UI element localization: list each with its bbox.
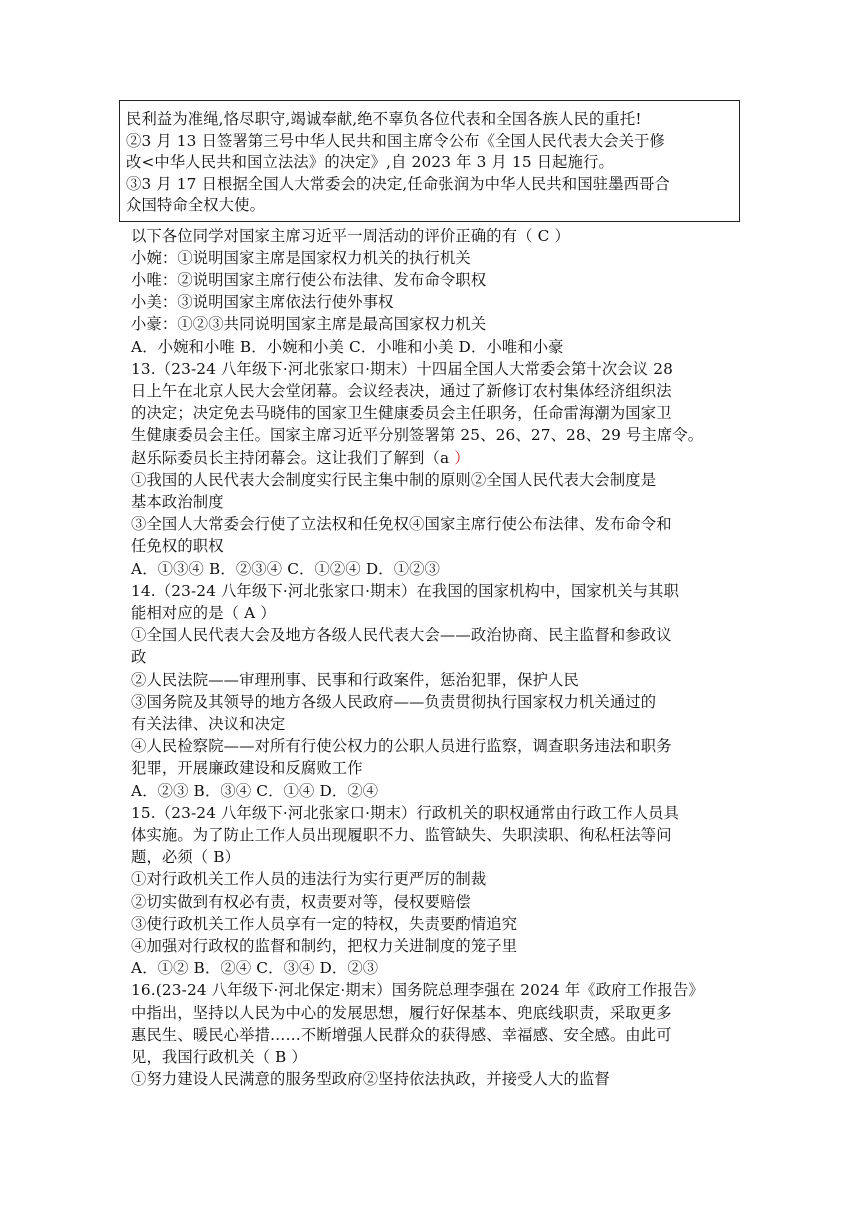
material-line: 民利益为准绳,恪尽职守,竭诚奉献,绝不辜负各位代表和全国各族人民的重托! [126, 110, 642, 128]
question-stem: 体实施。为了防止工作人员出现履职不力、监管缺失、失职渎职、徇私枉法等问 [131, 825, 672, 844]
question-stem: 中指出，坚持以人民为中心的发展思想，履行好保基本、兜底线职责，采取更多 [131, 1003, 672, 1022]
question-12 [131, 225, 736, 358]
statement: ③国务院及其领导的地方各级人民政府——负责贯彻执行国家权力机关通过的 [131, 692, 657, 711]
statement: 有关法律、决议和决定 [131, 714, 286, 733]
statement: ④加强对行政权的监督和制约，把权力关进制度的笼子里 [131, 937, 518, 955]
document-page [126, 100, 736, 1090]
statement: ③全国人大常委会行使了立法权和任免权④国家主席行使公布法律、发布命令和 [131, 515, 672, 534]
statement: ①努力建设人民满意的服务型政府②坚持依法执政，并接受人大的监督 [131, 1070, 610, 1089]
question-stem: 13.（23-24 八年级下·河北张家口·期末）十四届全国人大常委会第十次会议 28 [131, 359, 673, 378]
question-stem: 16.(23-24 八年级下·河北保定·期末）国务院总理李强在 2024 年《政府工作报告》 [131, 981, 704, 1000]
statement: ③使行政机关工作人员享有一定的特权，失责要酌情追究 [131, 914, 518, 933]
statement: 任免权的职权 [131, 537, 224, 556]
question-stem: 能相对应的是（ A ） [131, 603, 276, 622]
statement: 基本政治制度 [131, 492, 224, 511]
student-comment: 小唯：②说明国家主席行使公布法律、发布命令职权 [131, 270, 487, 289]
statement: ②人民法院——审理刑事、民事和行政案件，惩治犯罪，保护人民 [131, 670, 579, 689]
student-comment: 小美：③说明国家主席依法行使外事权 [131, 293, 394, 312]
question-stem: 以下各位同学对国家主席习近平一周活动的评价正确的有（ C ） [131, 226, 570, 245]
answer-paren: ） [454, 448, 470, 467]
student-comment: 小婉：①说明国家主席是国家权力机关的执行机关 [131, 248, 471, 267]
statement: ①对行政机关工作人员的违法行为实行更严厉的制裁 [131, 870, 487, 889]
question-stem [131, 447, 736, 469]
answer-options: A．①③④ B．②③④ C．①②④ D．①②③ [131, 559, 441, 578]
statement: 政 [131, 648, 147, 667]
question-stem: 题，必须（ B） [131, 848, 241, 867]
material-line: ②3 月 13 日签署第三号中华人民共和国主席令公布《全国人民代表大会关于修 [126, 131, 665, 150]
question-stem: 日上午在北京人民大会堂闭幕。会议经表决，通过了新修订农村集体经济组织法 [131, 381, 672, 400]
question-15 [131, 802, 736, 980]
material-line: 改<中华人民共和国立法法》的决定》,自 2023 年 3 月 15 日起施行。 [126, 153, 614, 171]
question-list [131, 225, 736, 1091]
stem-text: 赵乐际委员长主持闭幕会。这让我们了解到（a [131, 448, 455, 467]
question-13 [131, 358, 736, 580]
quoted-material-box [119, 100, 740, 222]
answer-options: A．小婉和小唯 B．小婉和小美 C．小唯和小美 D．小唯和小豪 [131, 337, 564, 356]
answer-options: A．①② B．②④ C．③④ D．②③ [131, 959, 379, 978]
question-stem: 惠民生、暖民心举措……不断增强人民群众的获得感、幸福感、安全感。由此可 [131, 1025, 672, 1044]
statement: ①我国的人民代表大会制度实行民主集中制的原则②全国人民代表大会制度是 [131, 470, 657, 489]
material-line: ③3 月 17 日根据全国人大常委会的决定,任命张润为中华人民共和国驻墨西哥合 [126, 174, 670, 193]
question-stem: 的决定；决定免去马晓伟的国家卫生健康委员会主任职务，任命雷海潮为国家卫 [131, 404, 672, 423]
student-comment: 小豪：①②③共同说明国家主席是最高国家权力机关 [131, 315, 487, 334]
material-line: 众国特命全权大使。 [126, 196, 266, 214]
question-14 [131, 580, 736, 802]
question-stem: 见，我国行政机关（ B ） [131, 1048, 307, 1067]
statement: ①全国人民代表大会及地方各级人民代表大会——政治协商、民主监督和参政议 [131, 626, 672, 645]
question-stem: 生健康委员会主任。国家主席习近平分别签署第 25、26、27、28、29 号主席令。 [131, 426, 704, 445]
question-stem: 14.（23-24 八年级下·河北张家口·期末）在我国的国家机构中，国家机关与其职 [131, 581, 680, 600]
statement: ④人民检察院——对所有行使公权力的公职人员进行监察，调查职务违法和职务 [131, 737, 672, 756]
question-16 [131, 979, 736, 1090]
statement: 犯罪，开展廉政建设和反腐败工作 [131, 759, 363, 778]
answer-options: A．②③ B．③④ C．①④ D．②④ [131, 781, 379, 800]
question-stem: 15.（23-24 八年级下·河北张家口·期末）行政机关的职权通常由行政工作人员具 [131, 803, 680, 822]
statement: ②切实做到有权必有责，权责要对等，侵权要赔偿 [131, 892, 471, 911]
